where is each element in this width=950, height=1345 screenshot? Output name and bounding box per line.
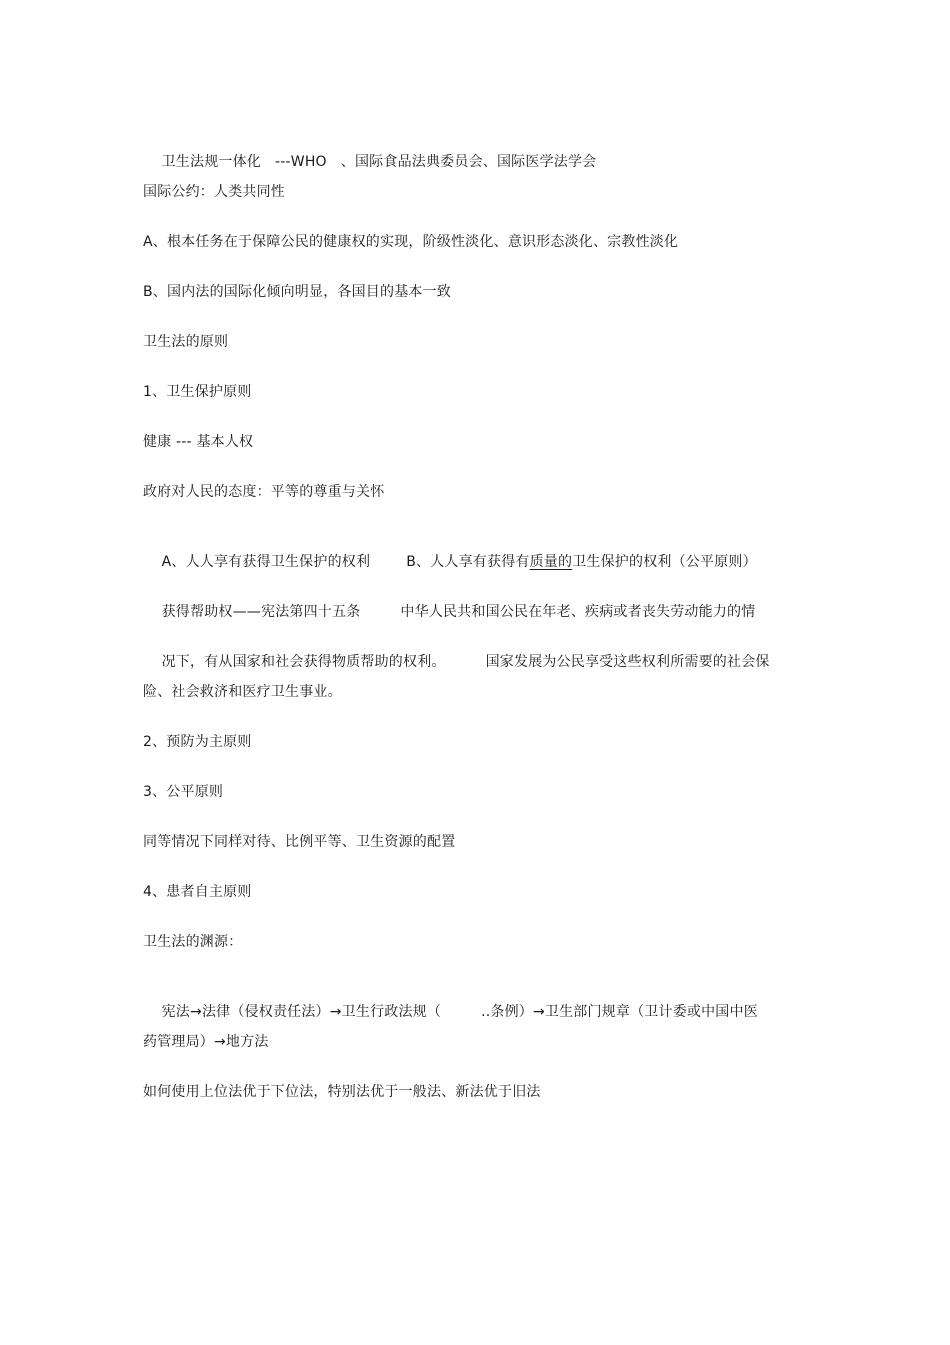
text-segment: 、国际食品法典委员会、国际医学法学会 — [340, 154, 597, 170]
line-point-b: B、国内法的国际化倾向明显，各国目的基本一致 — [143, 284, 452, 300]
text-segment: ---WHO — [275, 154, 327, 170]
text-segment: 获得帮助权——宪法第四十五条 — [161, 604, 361, 620]
text-segment: 中华人民共和国公民在年老、疾病或者丧失劳动能力的情 — [400, 604, 756, 620]
heading-sources: 卫生法的渊源： — [143, 934, 243, 950]
line-law-priority: 如何使用上位法优于下位法，特别法优于一般法、新法优于旧法 — [143, 1084, 541, 1100]
text-segment: 宪法→法律（侵权责任法）→卫生行政法规（ — [161, 1004, 442, 1020]
text-segment: 国家发展为公民享受这些权利所需要的社会保 — [485, 654, 770, 670]
text-segment: 卫生法规一体化 — [161, 154, 262, 170]
line-point-a: A、根本任务在于保障公民的健康权的实现，阶级性淡化、意识形态淡化、宗教性淡化 — [143, 234, 679, 250]
line-equal-treatment: 同等情况下同样对待、比例平等、卫生资源的配置 — [143, 834, 456, 850]
line-international-convention: 国际公约：人类共同性 — [143, 184, 285, 200]
text-segment: 况下，有从国家和社会获得物质帮助的权利。 — [161, 654, 446, 670]
line-sources-hierarchy-cont: 药管理局）→地方法 — [143, 1034, 269, 1050]
text-segment: B、人人享有获得有 — [406, 554, 530, 570]
text-segment: 卫生保护的权利（公平原则） — [572, 554, 757, 570]
underlined-text: 质量的 — [529, 554, 573, 570]
heading-principle-4: 4、患者自主原则 — [143, 884, 252, 900]
heading-principle-3: 3、公平原则 — [143, 784, 224, 800]
line-health-right: 健康 --- 基本人权 — [143, 434, 254, 450]
heading-principle-1: 1、卫生保护原则 — [143, 384, 252, 400]
line-government-attitude: 政府对人民的态度：平等的尊重与关怀 — [143, 484, 385, 500]
line-help-right-end: 险、社会救济和医疗卫生事业。 — [143, 684, 342, 700]
text-segment: ..条例）→卫生部门规章（卫计委或中国中医 — [481, 1004, 758, 1020]
text-segment: A、人人享有获得卫生保护的权利 — [161, 554, 371, 570]
heading-principles: 卫生法的原则 — [143, 334, 229, 350]
heading-principle-2: 2、预防为主原则 — [143, 734, 252, 750]
